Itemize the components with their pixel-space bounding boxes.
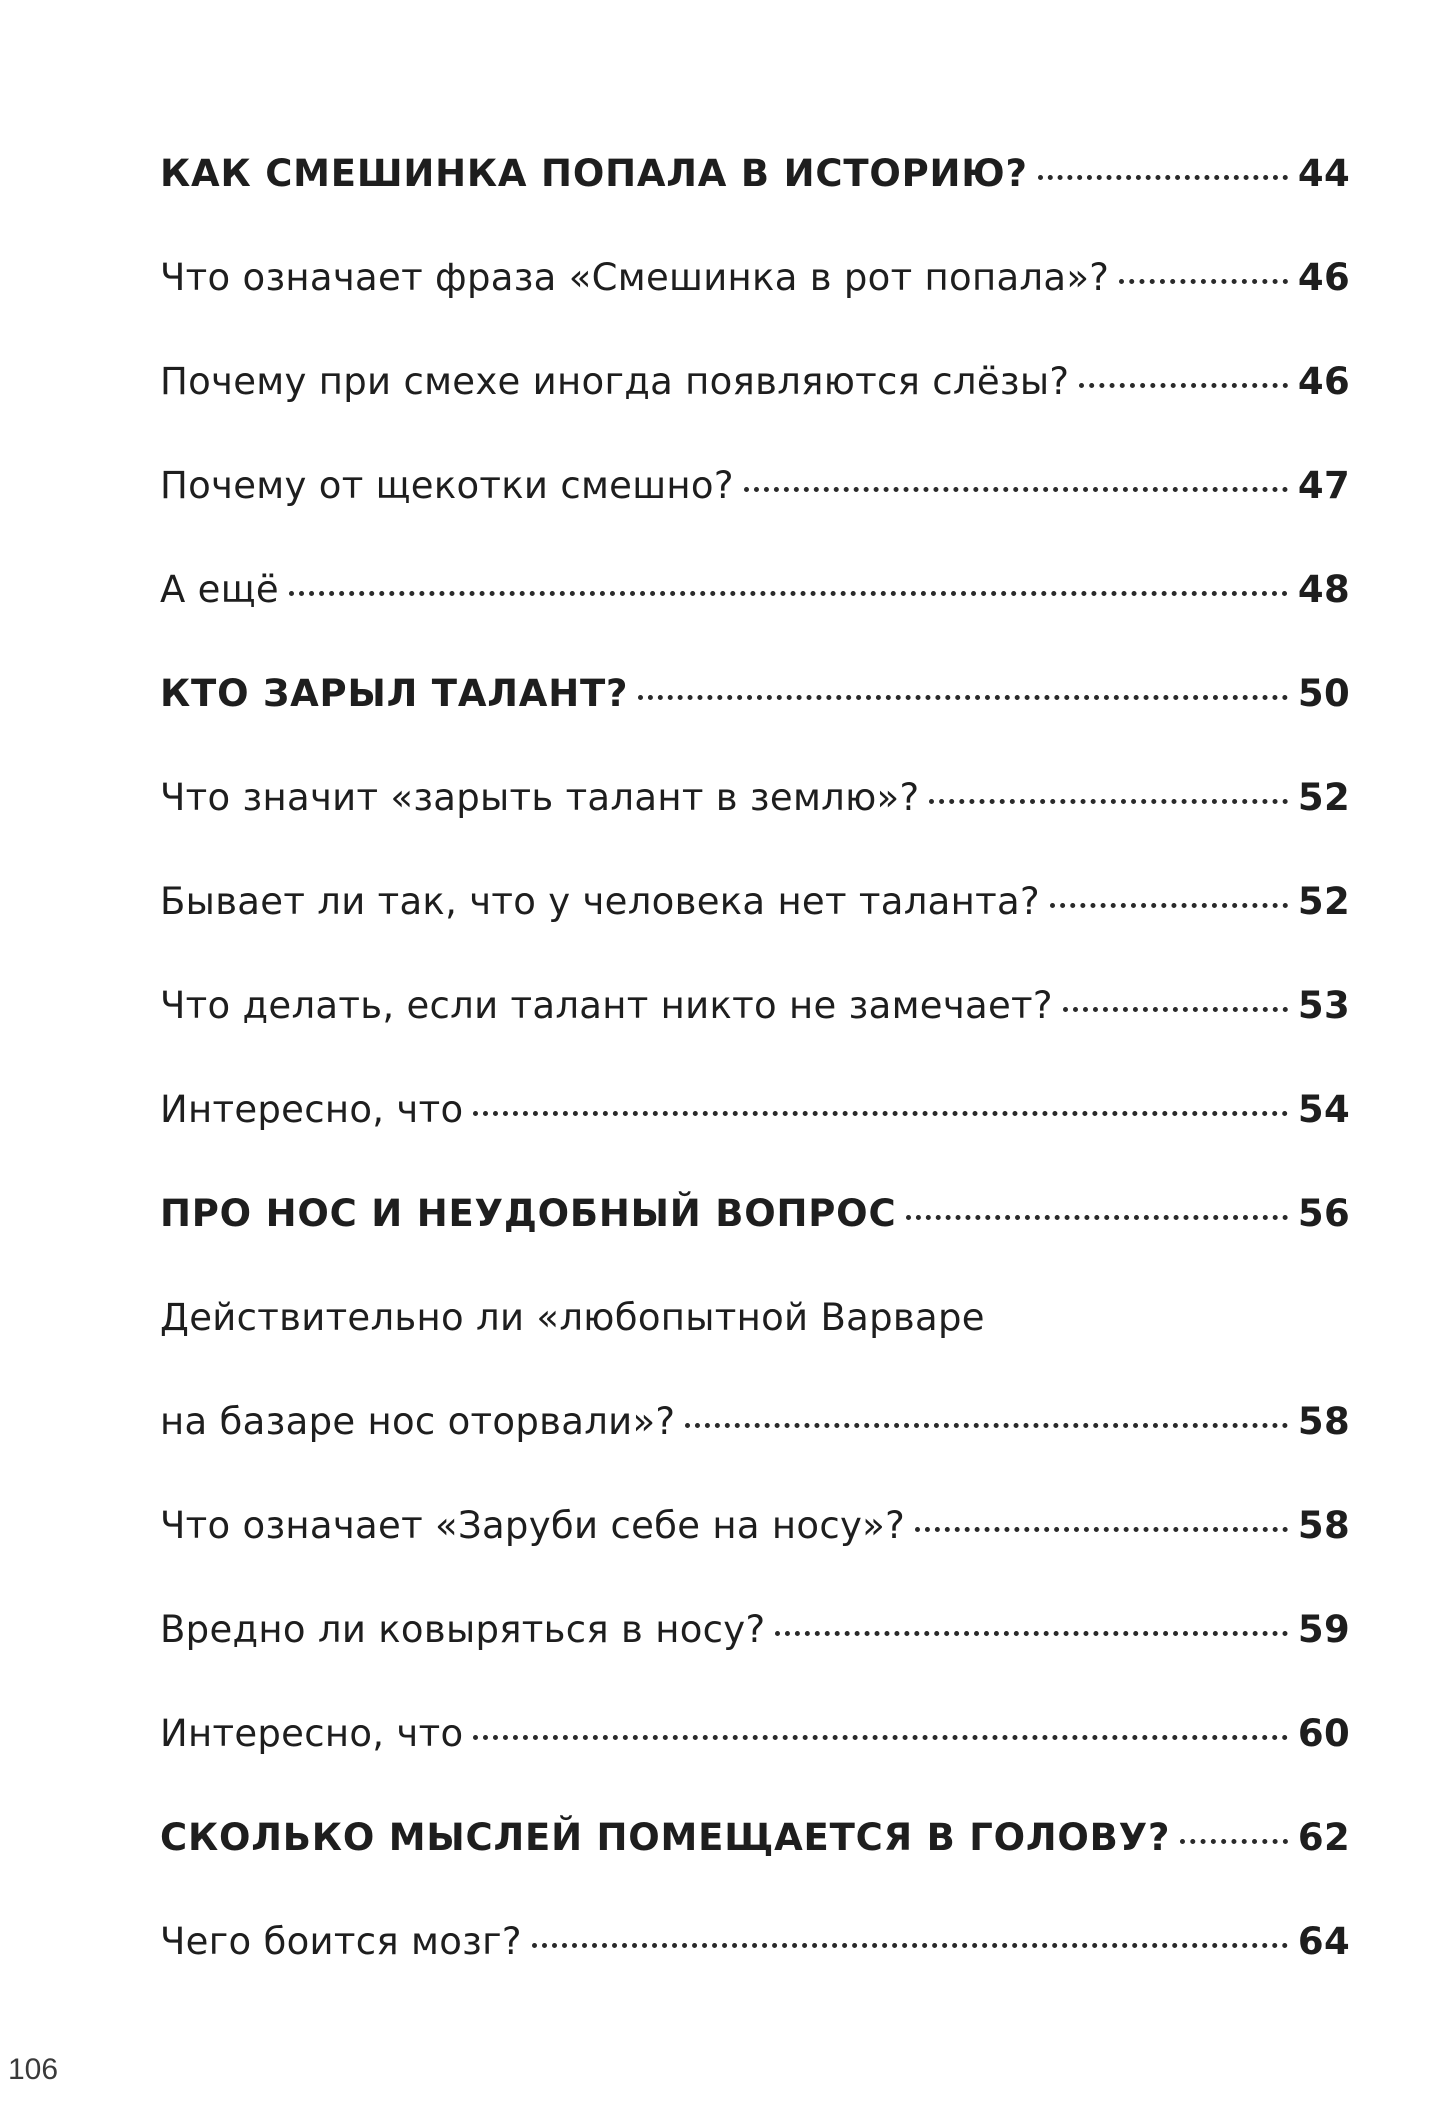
- toc-entry-title: КТО ЗАРЫЛ ТАЛАНТ?: [160, 672, 629, 715]
- toc-entry[interactable]: [160, 148, 1350, 200]
- toc-entry[interactable]: [160, 668, 1350, 720]
- toc-entry[interactable]: [160, 252, 1350, 304]
- dot-leader: [906, 1205, 1288, 1220]
- dot-leader: [473, 1101, 1288, 1116]
- toc-entry-page: 47: [1297, 464, 1350, 507]
- toc-entry-page: 52: [1297, 880, 1350, 923]
- toc-entry[interactable]: [160, 1604, 1350, 1656]
- toc-entry-title: Чего боится мозг?: [160, 1920, 522, 1963]
- toc-entry-page: 54: [1297, 1088, 1350, 1131]
- dot-leader: [638, 685, 1288, 700]
- toc-entry[interactable]: [160, 1812, 1350, 1864]
- page-number: 106: [8, 2053, 59, 2086]
- toc-entry-page: 58: [1297, 1400, 1350, 1443]
- toc-entry[interactable]: [160, 564, 1350, 616]
- table-of-contents: [160, 0, 1350, 2112]
- toc-entry-title: Почему при смехе иногда появляются слёзы?: [160, 360, 1070, 403]
- toc-entry-title: ПРО НОС И НЕУДОБНЫЙ ВОПРОС: [160, 1192, 897, 1235]
- toc-entry-title: Что означает «Заруби себе на носу»?: [160, 1504, 906, 1547]
- toc-entry-page: 59: [1297, 1608, 1350, 1651]
- toc-entry-title: Вредно ли ковыряться в носу?: [160, 1608, 766, 1651]
- toc-entry-title: Почему от щекотки смешно?: [160, 464, 734, 507]
- dot-leader: [1063, 997, 1288, 1012]
- toc-entry[interactable]: [160, 460, 1350, 512]
- toc-entry[interactable]: [160, 1916, 1350, 1968]
- toc-entry-page: 46: [1297, 256, 1350, 299]
- toc-entry-title: СКОЛЬКО МЫСЛЕЙ ПОМЕЩАЕТСЯ В ГОЛОВУ?: [160, 1816, 1171, 1859]
- toc-entry-page: 56: [1297, 1192, 1350, 1235]
- dot-leader: [1079, 373, 1288, 388]
- toc-entry-page: 62: [1297, 1816, 1350, 1859]
- toc-entry-page: 58: [1297, 1504, 1350, 1547]
- dot-leader: [1038, 165, 1288, 180]
- dot-leader: [929, 789, 1287, 804]
- toc-entry[interactable]: [160, 1500, 1350, 1552]
- toc-entry[interactable]: [160, 1084, 1350, 1136]
- toc-entry-title: Что означает фраза «Смешинка в рот попала»?: [160, 256, 1110, 299]
- toc-entry-page: 53: [1297, 984, 1350, 1027]
- toc-entry[interactable]: [160, 1708, 1350, 1760]
- toc-entry[interactable]: [160, 980, 1350, 1032]
- dot-leader: [1119, 269, 1288, 284]
- toc-entry[interactable]: [160, 1188, 1350, 1240]
- toc-entry-title: на базаре нос оторвали»?: [160, 1400, 676, 1443]
- toc-entry-page: 64: [1297, 1920, 1350, 1963]
- toc-entry-title: Бывает ли так, что у человека нет таланта?: [160, 880, 1040, 923]
- toc-entry-page: 60: [1297, 1712, 1350, 1755]
- dot-leader: [685, 1413, 1288, 1428]
- toc-entry-title: Интересно, что: [160, 1088, 464, 1131]
- toc-entry[interactable]: [160, 1396, 1350, 1448]
- toc-entry-title: КАК СМЕШИНКА ПОПАЛА В ИСТОРИЮ?: [160, 152, 1028, 195]
- toc-entry-page: 44: [1297, 152, 1350, 195]
- toc-entry-page: 46: [1297, 360, 1350, 403]
- toc-entry[interactable]: [160, 876, 1350, 928]
- toc-entry-page: 48: [1297, 568, 1350, 611]
- toc-entry[interactable]: [160, 772, 1350, 824]
- toc-entry-title: Интересно, что: [160, 1712, 464, 1755]
- toc-entry-page: 52: [1297, 776, 1350, 819]
- dot-leader: [1180, 1829, 1288, 1844]
- toc-entry-wrapped-line: Действительно ли «любопытной Варваре: [160, 1296, 985, 1339]
- dot-leader: [473, 1725, 1288, 1740]
- toc-entry-title: Что делать, если талант никто не замечает?: [160, 984, 1053, 1027]
- toc-entry-page: 50: [1297, 672, 1350, 715]
- toc-entry-title: А ещё: [160, 568, 279, 611]
- toc-entry-title: Что значит «зарыть талант в землю»?: [160, 776, 920, 819]
- dot-leader: [775, 1621, 1288, 1636]
- dot-leader: [1050, 893, 1288, 908]
- toc-entry[interactable]: [160, 356, 1350, 408]
- dot-leader: [744, 477, 1288, 492]
- dot-leader: [532, 1933, 1288, 1948]
- dot-leader: [289, 581, 1288, 596]
- dot-leader: [915, 1517, 1288, 1532]
